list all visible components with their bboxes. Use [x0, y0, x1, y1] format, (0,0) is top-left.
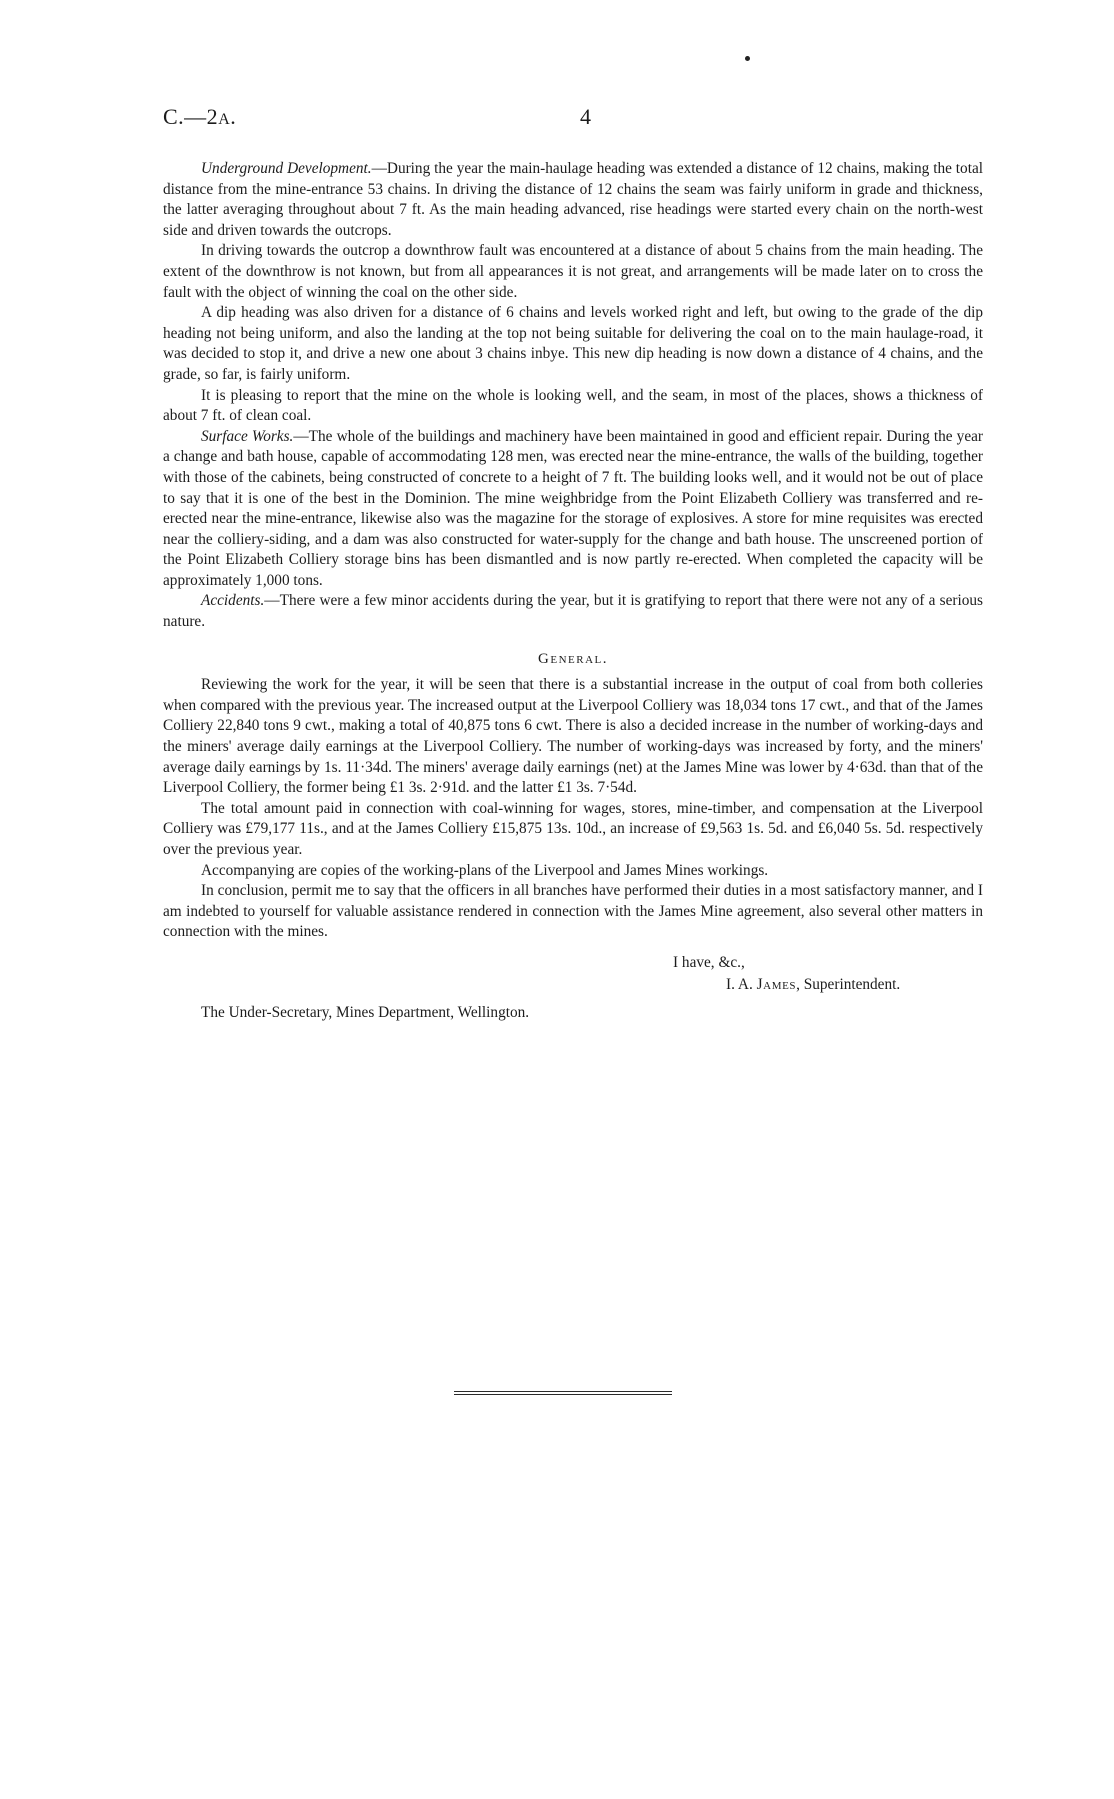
section-title-underground-development: Underground Development. — [201, 160, 372, 177]
end-of-report-rule — [454, 1391, 672, 1392]
section-title-accidents: Accidents. — [201, 592, 265, 610]
paragraph-outcrop-fault: In driving towards the outcrop a downthrow fault was encountered at a distance of about 5 chains from the main heading. The extent of the downthrow is not known, but from all appearances it is not great, and arrangements will be made later on to cross the fault with the object of winning the coal on the other side. — [163, 242, 983, 301]
paragraph-general-conclusion: In conclusion, permit me to say that the officers in all branches have performed their duties in a most satisfactory manner, and I am indebted to yourself for valuable assistance rendered in connection with the James Mine agreement, also several other matters in connection with the mines. — [163, 882, 983, 941]
paragraph-general-plans: Accompanying are copies of the working-plans of the Liverpool and James Mines workings. — [201, 861, 769, 879]
page-number: 4 — [580, 104, 591, 129]
signoff-block — [163, 953, 983, 1041]
doc-ref-end: . — [230, 104, 237, 129]
paragraph-general-review: Reviewing the work for the year, it will be seen that there is a substantial increase in the output of coal from both colleries when compared with the previous year. The increased output at the Liverpool Colliery was 18,034 tons 17 cwt., and that of the James Colliery 22,840 tons 9 cwt., making a total of 40,875 tons 6 cwt. There is also a decided increase in the number of working-days and the miners' average daily earnings at the Liverpool Colliery. The number of working-days was increased by forty, and the miners' average daily earnings by 1s. 11·34d. The miners' average daily earnings (net) at the James Mine was lower by 4·63d. than that of the Liverpool Colliery, the former being £1 3s. 2·91d. and the latter £1 3s. 7·54d. — [163, 676, 983, 797]
paragraph-dip-heading: A dip heading was also driven for a distance of 6 chains and levels worked right and left, but owing to the grade of the dip heading not being uniform, and also the landing at the top not being suitable for delivering the coal on to the main haulage-road, it was decided to stop it, and drive a new one about 3 chains inbye. This new dip heading is now down a distance of 4 chains, and the grade, so far, is fairly uniform. — [163, 304, 983, 383]
paragraph-mine-condition: It is pleasing to report that the mine on the whole is looking well, and the seam, in most of the places, shows a thickness of about 7 ft. of clean coal. — [163, 386, 983, 425]
paragraph-general-payments: The total amount paid in connection with coal-winning for wages, stores, mine-timber, and compensation at the Liverpool Colliery was £79,177 11s., and at the James Colliery £15,875 13s. 10d., an increase of £9,563 1s. 5d. and £6,040 5s. 5d. respectively over the previous year. — [163, 799, 983, 858]
printer-dot-mark — [745, 56, 750, 61]
signature-line — [726, 975, 900, 996]
paragraph-text: —The whole of the buildings and machinery have been maintained in good and efficient repair. During the year a change and bath house, capable of accommodating 128 men, was erected near the mine-entrance, the walls of the building, together with those of the cabinets, being constructed of concrete to a height of 7 ft. The building looks well, and it would not be out of place to say that it is one of the best in the Dominion. The mine weighbridge from the Point Elizabeth Colliery was transferred and re-erected near the mine-entrance, likewise also was the magazine for the storage of explosives. A store for mine requisites was erected near the colliery-siding, and a dam was also constructed for water-supply for the change and bath house. The unscreened portion of the Point Elizabeth Colliery storage bins has been dismantled and is now partly re-erected. When completed the capacity will be approximately 1,000 tons. — [163, 427, 984, 589]
signature-initials: I. A. — [726, 975, 757, 993]
signature-surname: James — [756, 975, 797, 993]
paragraph-text: —During the year the main-haulage heading was extended a distance of 12 chains, making the total distance from the mine-entrance 53 chains. In driving the distance of 12 chains the seam was fairly uniform in grade and thickness, the latter averaging throughout about 7 ft. As the main heading advanced, rise headings were started every chain on the north-west side and driven towards the outcrops. — [163, 160, 983, 239]
report-body — [163, 159, 983, 1041]
paragraph-underground-development — [163, 159, 983, 241]
doc-ref-suffix: A — [218, 111, 231, 128]
paragraph-accidents — [163, 591, 983, 632]
paragraph-surface-works — [163, 427, 983, 592]
page-header — [163, 104, 983, 134]
section-title-surface-works: Surface Works. — [201, 427, 294, 445]
paragraph-text: —There were a few minor accidents during the year, but it is gratifying to report that there were not any of a serious nature. — [163, 592, 983, 631]
section-heading-general: General. — [538, 650, 608, 667]
doc-ref-main: C.—2 — [163, 104, 219, 129]
addressee-line: The Under-Secretary, Mines Department, Wellington. — [201, 1003, 530, 1021]
closing-line: I have, &c., — [673, 953, 745, 971]
signature-role: , Superintendent. — [796, 975, 901, 993]
document-reference — [163, 104, 236, 130]
